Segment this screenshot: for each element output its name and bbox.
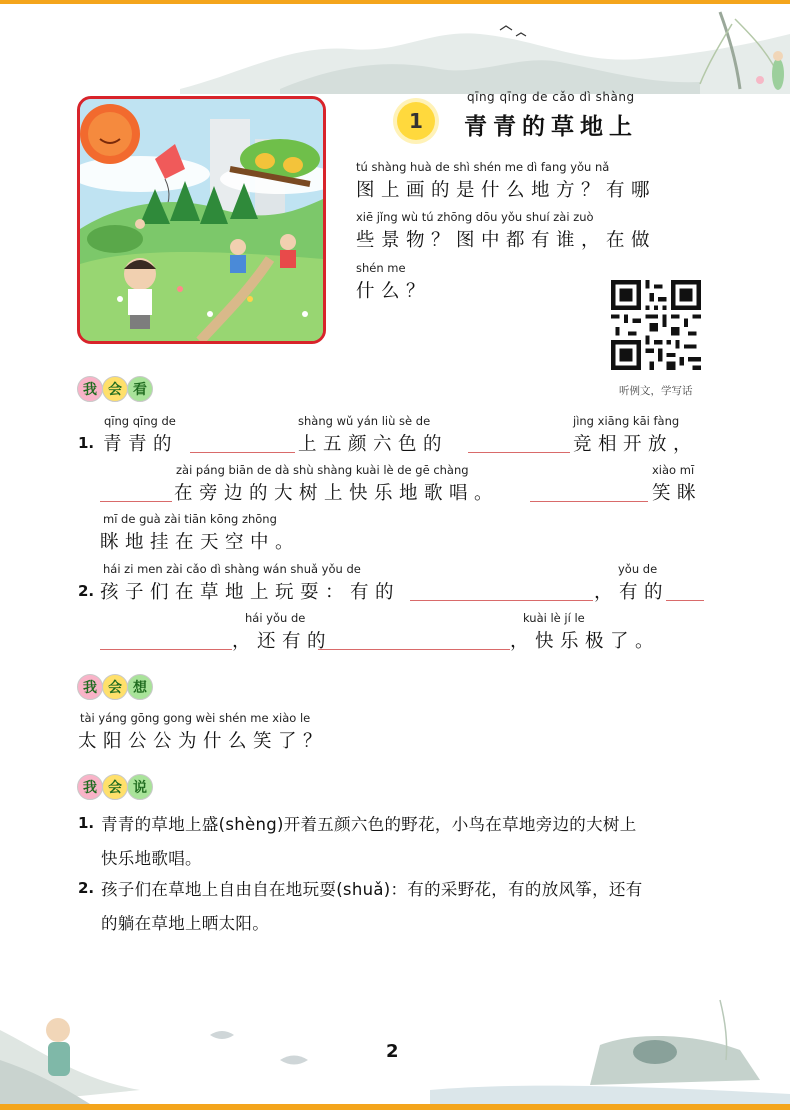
section-speak-char-3: 说 bbox=[127, 774, 153, 800]
look-q2-blank-1[interactable] bbox=[410, 600, 593, 601]
look-q1-text-a: 青青的 bbox=[103, 434, 179, 455]
look-q1-pinyin-c: jìng xiāng kāi fàng bbox=[573, 414, 680, 428]
section-speak-char-2: 会 bbox=[102, 774, 128, 800]
prompt-pinyin-2: xiē jǐng wù tú zhōng dōu yǒu shuí zài zuò bbox=[356, 210, 594, 224]
prompt-line-1: 图上画的是什么地方？有哪 bbox=[356, 180, 657, 201]
look-q1-blank-1[interactable] bbox=[190, 452, 295, 453]
look-q1-pinyin-b: shàng wǔ yán liù sè de bbox=[298, 414, 431, 428]
speak-item-1-line-1: 青青的草地上盛(shèng)开着五颜六色的野花，小鸟在草地旁边的大树上 bbox=[101, 815, 637, 834]
look-q1-pinyin-f: mī de guà zài tiān kōng zhōng bbox=[103, 512, 277, 526]
look-q2-blank-3[interactable] bbox=[100, 649, 232, 650]
section-speak-char-1: 我 bbox=[77, 774, 103, 800]
lesson-title-pinyin: qīng qīng de cǎo dì shàng bbox=[467, 90, 635, 104]
prompt-line-3: 什么？ bbox=[356, 281, 432, 302]
section-look-char-2: 会 bbox=[102, 376, 128, 402]
speak-item-2-line-1: 孩子们在草地上自由自在地玩耍(shuǎ)：有的采野花，有的放风筝，还有 bbox=[101, 880, 643, 899]
look-q2-text-a: 孩子们在草地上玩耍：有的 bbox=[100, 582, 401, 603]
lesson-number-badge: 1 bbox=[397, 102, 435, 140]
prompt-pinyin-3: shén me bbox=[356, 261, 406, 275]
look-q1-text-f: 眯地挂在天空中。 bbox=[100, 532, 301, 553]
look-q1-pinyin-a: qīng qīng de bbox=[104, 414, 176, 428]
look-q2-pinyin-d: kuài lè jí le bbox=[523, 611, 585, 625]
section-look-char-3: 看 bbox=[127, 376, 153, 402]
qr-code[interactable] bbox=[611, 280, 701, 370]
look-q2-pinyin-c: hái yǒu de bbox=[245, 611, 306, 625]
speak-item-1-line-2: 快乐地歌唱。 bbox=[101, 849, 202, 868]
section-think-badge bbox=[77, 674, 157, 702]
section-think-char-2: 会 bbox=[102, 674, 128, 700]
look-q2-pinyin-a: hái zi men zài cǎo dì shàng wán shuǎ yǒu de bbox=[103, 562, 361, 576]
think-question: 太阳公公为什么笑了？ bbox=[78, 731, 329, 752]
speak-item-2-number: 2. bbox=[78, 879, 95, 897]
look-q1-text-c: 竞相开放， bbox=[573, 434, 699, 455]
look-q1-text-d: 在旁边的大树上快乐地歌唱。 bbox=[174, 483, 500, 504]
section-look-badge bbox=[77, 376, 157, 404]
lesson-title: 青青的草地上 bbox=[464, 114, 638, 140]
look-q1-blank-3[interactable] bbox=[100, 501, 172, 502]
look-q1-number: 1. bbox=[78, 434, 95, 452]
bottom-border bbox=[0, 1104, 790, 1110]
page-number: 2 bbox=[386, 1041, 399, 1062]
section-speak-badge bbox=[77, 774, 157, 802]
look-q1-pinyin-e: xiào mī bbox=[652, 463, 695, 477]
section-look-char-1: 我 bbox=[77, 376, 103, 402]
look-q2-text-c: ，还有的 bbox=[232, 631, 333, 652]
section-think-char-1: 我 bbox=[77, 674, 103, 700]
look-q2-blank-2[interactable] bbox=[666, 600, 704, 601]
look-q2-text-d: ，快乐极了。 bbox=[510, 631, 661, 652]
look-q1-text-e: 笑眯 bbox=[652, 483, 703, 504]
look-q1-blank-2[interactable] bbox=[468, 452, 570, 453]
look-q2-blank-4[interactable] bbox=[318, 649, 510, 650]
qr-caption: 听例文，学写话 bbox=[619, 385, 693, 397]
speak-item-1-number: 1. bbox=[78, 814, 95, 832]
think-pinyin: tài yáng gōng gong wèi shén me xiào le bbox=[80, 711, 311, 725]
look-q2-number: 2. bbox=[78, 582, 95, 600]
scene-illustration bbox=[77, 96, 326, 344]
prompt-pinyin-1: tú shàng huà de shì shén me dì fang yǒu nǎ bbox=[356, 160, 610, 174]
look-q2-text-b: ，有的 bbox=[594, 582, 670, 603]
look-q2-pinyin-b: yǒu de bbox=[618, 562, 658, 576]
speak-item-2-line-2: 的躺在草地上晒太阳。 bbox=[101, 914, 269, 933]
section-think-char-3: 想 bbox=[127, 674, 153, 700]
look-q1-blank-4[interactable] bbox=[530, 501, 648, 502]
look-q1-pinyin-d: zài páng biān de dà shù shàng kuài lè de gē chàng bbox=[176, 463, 469, 477]
prompt-line-2: 些景物？图中都有谁，在做 bbox=[356, 230, 657, 251]
look-q1-text-b: 上五颜六色的 bbox=[298, 434, 449, 455]
ink-landscape-top bbox=[180, 4, 790, 94]
